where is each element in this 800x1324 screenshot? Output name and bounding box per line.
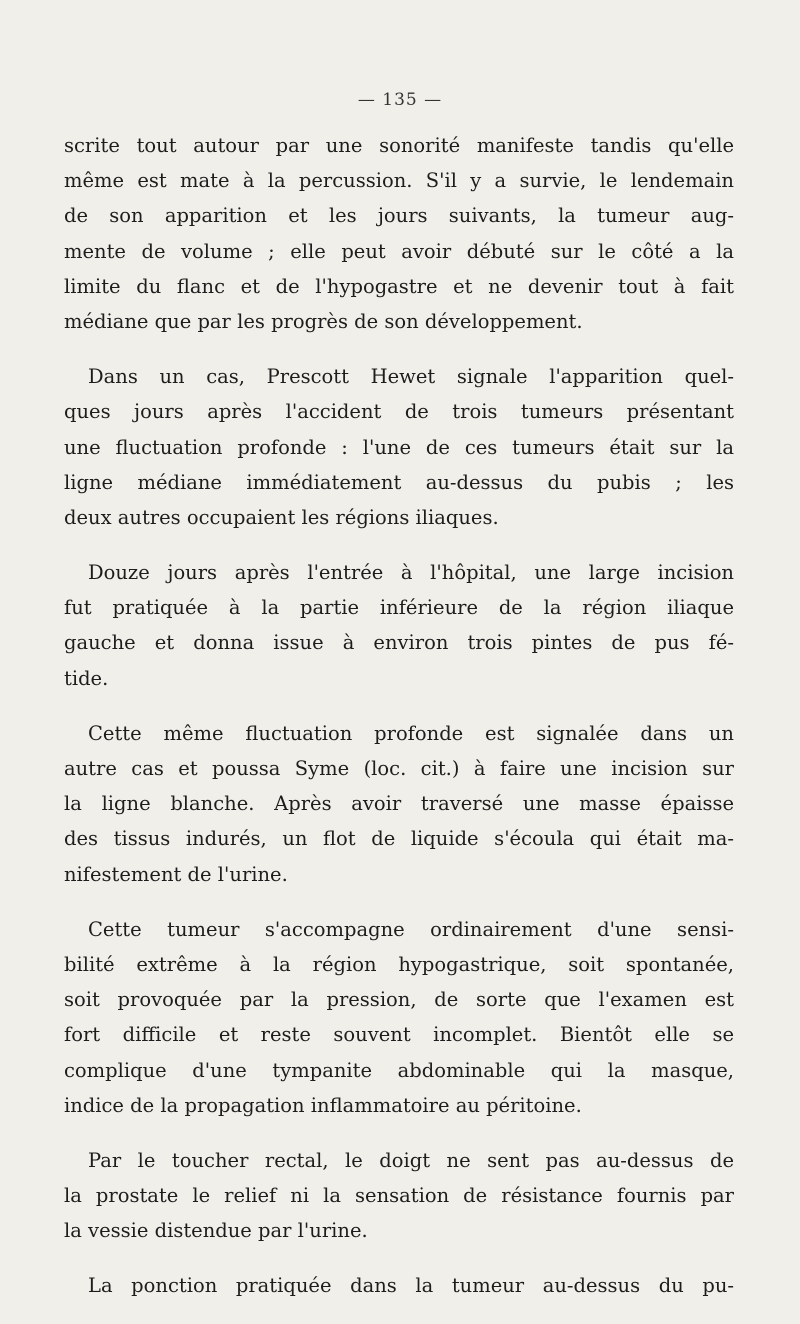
text-line: complique d'une tympanite abdominable qui la masque, [64, 1058, 734, 1082]
text-line: ligne médiane immédiatement au-dessus du pubis ; les [64, 470, 734, 494]
text-line: soit provoquée par la pression, de sorte que l'examen est [64, 988, 734, 1012]
text-line: fort difficile et reste souvent incomplet. Bientôt elle se [64, 1023, 734, 1047]
text-line: fut pratiquée à la partie inférieure de la région iliaque [64, 596, 734, 620]
paragraph-4 [64, 716, 734, 892]
text-line: même est mate à la percussion. S'il y a survie, le lendemain [64, 169, 734, 193]
text-line: limite du flanc et de l'hypogastre et ne devenir tout à fait [64, 274, 734, 298]
text-line: La ponction pratiquée dans la tumeur au-dessus du pu- [88, 1274, 734, 1298]
text-line: scrite tout autour par une sonorité manifeste tandis qu'elle [64, 134, 734, 157]
text-line: Douze jours après l'entrée à l'hôpital, une large incision [88, 561, 734, 585]
text-line: mente de volume ; elle peut avoir débuté sur le côté a la [64, 239, 734, 263]
text-line: Dans un cas, Prescott Hewet signale l'apparition quel- [88, 365, 734, 389]
text-line: Par le toucher rectal, le doigt ne sent pas au-dessus de [88, 1148, 734, 1172]
paragraph-2 [64, 359, 734, 535]
text-line: ques jours après l'accident de trois tumeurs présentant [64, 400, 734, 424]
page-number: — 135 — [357, 90, 443, 110]
body-text [64, 128, 734, 1324]
text-line: Cette même fluctuation profonde est signalée dans un [88, 721, 734, 745]
text-line: une fluctuation profonde : l'une de ces tumeurs était sur la [64, 435, 734, 459]
paragraph-3 [64, 555, 734, 696]
paragraph-1 [64, 128, 734, 339]
text-line: autre cas et poussa Syme (loc. cit.) à faire une incision sur [64, 757, 734, 780]
text-line: nifestement de l'urine. [64, 862, 288, 886]
text-line: Cette tumeur s'accompagne ordinairement d'une sensi- [88, 917, 734, 941]
text-line: la ligne blanche. Après avoir traversé une masse épaisse [64, 792, 734, 816]
text-line: deux autres occupaient les régions iliaques. [64, 505, 499, 529]
paragraph-6 [64, 1143, 734, 1249]
text-line: médiane que par les progrès de son développement. [64, 309, 583, 333]
text-line: des tissus indurés, un flot de liquide s'écoula qui était ma- [64, 827, 734, 851]
text-line: tide. [64, 666, 109, 690]
text-line: gauche et donna issue à environ trois pintes de pus fé- [64, 631, 734, 655]
text-line: de son apparition et les jours suivants, la tumeur aug- [64, 204, 734, 228]
paragraph-7 [64, 1268, 734, 1303]
text-line: la vessie distendue par l'urine. [64, 1219, 368, 1243]
text-line: la prostate le relief ni la sensation de résistance fournis par [64, 1184, 734, 1208]
text-line: indice de la propagation inflammatoire au péritoine. [64, 1093, 582, 1117]
text-line: bilité extrême à la région hypogastrique, soit spontanée, [64, 952, 734, 976]
paragraph-5 [64, 912, 734, 1123]
